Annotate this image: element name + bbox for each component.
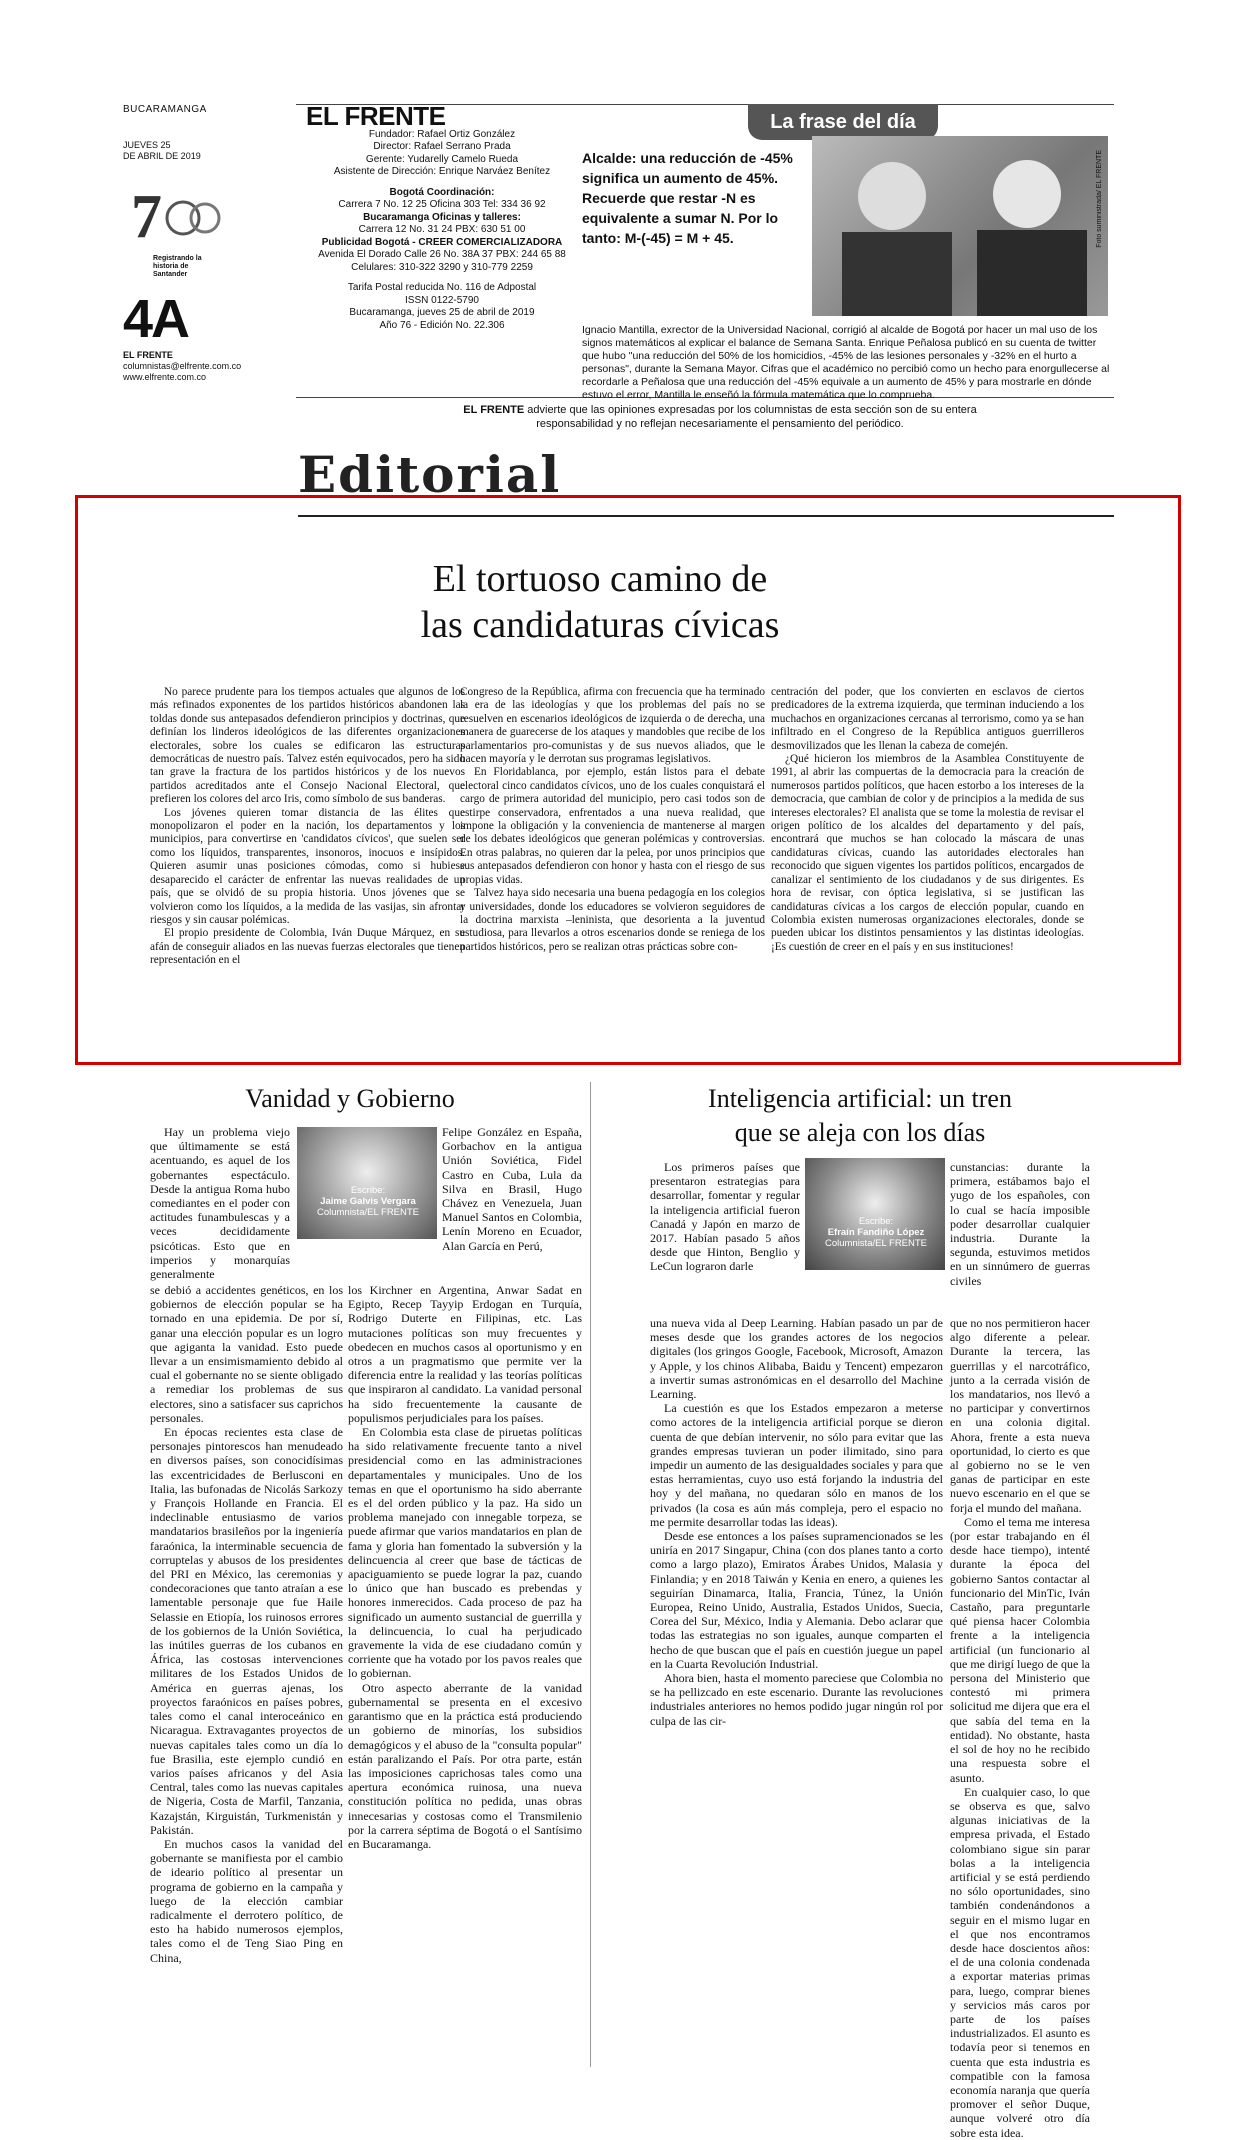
bucaramanga-address: Carrera 12 No. 31 24 PBX: 630 51 00 <box>358 224 526 235</box>
paper-name-small: EL FRENTE <box>123 350 173 360</box>
paragraph: Talvez haya sido necesaria una buena pedagogía en los colegios y universidades, donde los educadores se volvieron seguidores de la doctrina marxista –leninista, que desorienta a la juventud estudiosa, para llevarlos a otros escenarios donde se reniega de los partidos históricos, pero se realizan otras prácticas sobre con- <box>460 887 765 953</box>
cell-phones: Celulares: 310-322 3290 y 310-779 2259 <box>351 261 533 273</box>
paragraph: En Floridablanca, por ejemplo, están listos para el debate electoral cinco candidatos cívicos, uno de los cuales conquistará el cargo de primera autoridad del municipio, pero casi todos son de estirpe conservadora, enfrentados a una nueva realidad, que impone la obligación y la conveniencia de mantenerse al margen de los debates ideológicos que generan polémicas y controversias. En otras palabras, no quieren dar la pelea, por unos principios que sus antepasados defendieron con honor y hasta con el riesgo de sus propias vidas. <box>460 766 765 886</box>
page-number: 4A <box>123 289 189 349</box>
date-line-1: JUEVES 25 <box>123 140 171 150</box>
paragraph: En cualquier caso, lo que se observa es que, salvo algunas iniciativas de la empresa privada, el Estado colombiano sigue sin parar bolas a la inteligencia artificial y se está perdiendo no sólo oportunidades, sino también condenándonos a seguir en el mismo lugar en el que nos encontramos desde hace doscientos años: el de una colonia condenada a exportar materias primas para, luego, comprar bienes y servicios más caros por parte de los países industrializados. El asunto es todavía peor si tenemos en cuenta que esta industria es compatible con la famosa economía naranja que quería promover el señor Duque, aunque volveré otro día sobre esta idea. <box>950 1784 1090 2140</box>
author-photo <box>297 1127 437 1239</box>
staff-founder: Fundador: Rafael Ortiz González <box>368 128 516 140</box>
author-role: Columnista/EL FRENTE <box>316 1207 420 1218</box>
paragraph: La cuestión es que los Estados empezaron a meterse como actores de la inteligencia artificial porque se dieron cuenta de que debían intervenir, no sólo para evitar que las grandes empresas tuvieran un poder ilimitado, sino para impedir un aumento de las desigualdades sociales y para que estas herramientas, cuyo uso está forjando la industria del hoy y del mañana, no quedaran sólo en manos de los privados (la cosa es aún más compleja, pero el espacio no me permite desarrollar todas las ideas). <box>650 1401 943 1529</box>
author-caption <box>300 1185 436 1218</box>
paragraph: una nueva vida al Deep Learning. Habían pasado un par de meses desde que los grandes actores de los negocios digitales (los gringos Google, Facebook, Microsoft, Amazon y Apple, y los chinos Alibaba, Baidu y Tencent) empezaron a invertir sumas astronómicas en el desarrollo del Machine Learning. <box>650 1316 943 1402</box>
paragraph: En muchos casos la vanidad del gobernante se manifiesta por el cambio de ideario político al presentar un programa de gobierno en la campaña y luego de la elección cambiar radicalmente el derrotero político, de esto ha habido numerosos ejemplos, tales como el de Teng Siao Ping en China, <box>150 1836 343 1965</box>
paper-name-title: EL FRENTE <box>306 101 446 131</box>
ia-intro <box>650 1160 800 1274</box>
editorial-column-1 <box>150 686 465 968</box>
place-date: Bucaramanga, jueves 25 de abril de 2019 <box>349 307 535 318</box>
logo-caption: Registrando la historia de Santander <box>153 255 202 278</box>
ia-column-1 <box>650 1316 943 1728</box>
ia-column-2 <box>950 1316 1090 2140</box>
vanidad-intro <box>150 1125 290 1281</box>
vanidad-title: Vanidad y Gobierno <box>245 1084 455 1113</box>
publicity-address: Avenida El Dorado Calle 26 No. 38A 37 PBX: 244 65 88 <box>318 249 566 260</box>
staff-manager: Gerente: Yudarelly Camelo Rueda <box>365 153 519 165</box>
paragraph: Como el tema me interesa (por estar trabajando en él desde hace tiempo), intenté durante la época del gobierno Santos contactar al funcionario del MinTic, Iván Castaño, para preguntarle qué piensa hacer Colombia frente a la inteligencia artificial (un funcionario al que me dirigí luego de que la persona del Ministerio que contestó mi primera solicitud me dijera que era el que sabía del tema en la entidad). No obstante, hasta el sol de hoy no he recibido una respuesta sobre el asunto. <box>950 1514 1090 1785</box>
phrase-header: La frase del día <box>748 104 938 140</box>
bogota-title: Bogotá Coordinación: <box>389 186 495 198</box>
author-photo <box>805 1158 945 1270</box>
disclaimer-text: advierte que las opiniones expresadas por los columnistas de esta sección son de su entera responsabilidad y no reflejan necesariamente el pensamiento del periódico. <box>524 404 977 430</box>
paragraph: los Kirchner en Argentina, Anwar Sadat en Egipto, Recep Tayyip Erdogan en Turquía, Rodrigo Duterte en Filipinas, etc. Las mutaciones políticas son muy frecuentes y obedecen en muchos casos al oportunismo y en otros a un pragmatismo que permite ver la diferencia entre la realidad y las teorías políticas que inspiraron al candidato. La vanidad personal ha sido frecuentemente la causante de populismos perjudiciales para los países. <box>348 1283 582 1425</box>
publicity-title: Publicidad Bogotá - CREER COMERCIALIZADORA <box>321 236 563 248</box>
paragraph: No parece prudente para los tiempos actuales que algunos de los más refinados exponentes de los partidos históricos abandonen las toldas donde sus antepasados defendieron principios y doctrinas, que definían los linderos ideológicos de las diferentes organizaciones electorales, sobre los cuales se edificaron las estructuras democráticas de nuestro país. Talvez estén equivocados, pero ha sido tan grave la fractura de los partidos históricos y de los nuevos partidos acreditados ante el Consejo Nacional Electoral, que prefieren los colores del arco Iris, como símbolo de sus banderas. <box>150 686 465 806</box>
paragraph: Otro aspecto aberrante de la vanidad gubernamental se presenta en el excesivo garantismo que en la práctica está produciendo un gobierno de minorías, los subsidios demagógicos y el abuso de la "consulta popular" están paralizando el País. Por otra parte, están las imposiciones caprichosas tales como una apertura económica ruinosa, una nueva constitución política no pedida, unas obras innecesarias y costosas como el Transmilenio por la carrera séptima de Bogotá o el Santísimo en Bucaramanga. <box>348 1680 582 1851</box>
disclaimer-brand: EL FRENTE <box>463 404 525 416</box>
paragraph: Congreso de la República, afirma con frecuencia que ha terminado la era de las ideologías y que los problemas del país no se resuelven en escenarios ideológicos de izquierda o de derecha, una manera de guarecerse de los ataques y mandobles que recibe de los parlamentarios pro-comunistas y de sus nuevos aliados, que le hacen mayoría y le derrotan sus programas legislativos. <box>460 686 765 766</box>
bogota-address: Carrera 7 No. 12 25 Oficina 303 Tel: 334 36 92 <box>338 199 546 210</box>
paragraph: El propio presidente de Colombia, Iván Duque Márquez, en su afán de conseguir aliados en las nuevas fuerzas electorales que tienen representación en el <box>150 927 465 967</box>
publication-info <box>123 350 241 383</box>
ia-column-2-intro <box>950 1160 1090 1288</box>
author-role: Columnista/EL FRENTE <box>824 1238 928 1249</box>
editorial-title-line-1: El tortuoso camino de <box>432 558 768 600</box>
anniversary-logo <box>123 182 223 278</box>
paragraph: Los primeros países que presentaron estrategias para desarrollar, fomentar y regular la inteligencia artificial fueron Canadá y Japón en marzo de 2017. Habían pasado 5 años desde que Hinton, Benglio y LeCun lograron darle <box>650 1160 800 1274</box>
column-divider <box>590 1082 591 2067</box>
staff-box <box>306 101 578 382</box>
bucaramanga-title: Bucaramanga Oficinas y talleres: <box>363 211 521 223</box>
postal-tariff: Tarifa Postal reducida No. 116 de Adpostal <box>347 282 537 293</box>
section-title: Editorial <box>298 445 562 504</box>
author-name: Jaime Galvis Vergara <box>320 1196 416 1207</box>
vanidad-column-2-intro <box>442 1125 582 1253</box>
date-line-2: DE ABRIL DE 2019 <box>123 151 201 161</box>
paragraph: que no nos permitieron hacer algo diferente a pelear. Durante la tercera, las guerrillas y el narcotráfico, junto a la cerrada visión de los mandatarios, nos llevó a no participar y convertirnos en una colonia digital. Ahora, frente a esta nueva oportunidad, lo cierto es que al gobierno no se le ven ganas de participar en este nuevo escenario en el que se forja el mundo del mañana. <box>950 1316 1090 1515</box>
editorial-title-line-2: las candidaturas cívicas <box>420 604 780 646</box>
paragraph: ¿Qué hicieron los miembros de la Asamblea Constituyente de 1991, al abrir las compuertas de la democracia para la creación de numerosos partidos políticos, que hacen estorbo a los intereses de la democracia, que cambian de color y de principios a la medida de sus intereses electorales? El analista que se tome la molestia de revisar el origen político de los alcaldes del departamento y del país, encontrará que muchos se han colocado la máscara de unas candidaturas cívicas, cuando las autoridades electorales han reconocido que siguen vigentes los partidos políticos, encargados de canalizar el sentimiento de los ciudadanos y de sus dirigentes. Es hora de revisar, con óptica legislativa, si se justifican las candidaturas cívicas a los cargos de elección popular, cuando en Colombia existen numerosas organizaciones electorales, donde se pueden ubicar los distintos pensamientos y las distintas ideologías. ¡Es cuestión de creer en el país y en sus instituciones! <box>771 753 1084 953</box>
paragraph: Hay un problema viejo que últimamente se está acentuando, es aquel de los gobernantes espectáculo. Desde la antigua Roma hubo comediantes en el poder con actitudes funambulescas y a veces decididamente psicóticas. Esto que en imperios y monarquías generalmente <box>150 1125 290 1282</box>
edition: Año 76 - Edición No. 22.306 <box>379 319 505 331</box>
paragraph: cunstancias: durante la primera, estábamos bajo el yugo de los españoles, con lo cual se hacía imposible poder desarrollar cualquier industria. Durante la segunda, estuvimos metidos en un sinnúmero de guerras civiles <box>950 1160 1090 1288</box>
date-label <box>123 140 213 162</box>
city-label: BUCARAMANGA <box>123 104 207 115</box>
ia-title-line-2: que se aleja con los días <box>734 1118 986 1147</box>
svg-text:7: 7 <box>131 183 162 251</box>
paragraph: Ahora bien, hasta el momento pareciese que Colombia no se ha pellizcado en este escenario. Durante las revoluciones industriales anteriores no hemos podido jugar ningún rol por culpa de las cir- <box>650 1671 943 1728</box>
phrase-photo <box>812 136 1108 316</box>
editorial-column-3 <box>771 686 1084 954</box>
paragraph: Los jóvenes quieren tomar distancia de las élites que monopolizaron el poder en la nación, los departamentos y los municipios, para convertirse en 'candidatos cívicos', que suelen ser como los líquidos, transparentes, insonoros, inocuos e insípidos. Quieren asumir unas posiciones cómodas, como si hubiese desaparecido el carácter de enfrentar las nuevas realidades de un país, que se olvidó de su propia historia. Unos jóvenes que se volvieron como los líquidos, a la medida de las vasijas, sin afrontar riesgos y sin causar polémicas. <box>150 806 465 926</box>
paragraph: En épocas recientes esta clase de personajes pintorescos han menudeado en diversos países, son conocidísimas las excentricidades de Berlusconi en Italia, las bufonadas de Nicolás Sarkozy y François Hollande en Francia. El indeclinable entusiasmo de varios mandatarios brasileños por la ingeniería faraónica, la interminable secuencia de corruptelas y abusos de los presidentes del PRI en México, las ceremonias y condecoraciones que tanto atraían a ese lamentable personaje que fue Haile Selassie en Etiopía, los ruinosos errores de los gobiernos de la Unión Soviética, las inútiles guerras de los cubanos en África, las costosas intervenciones militares de los Estados Unidos de América en guerras ajenas, los proyectos faraónicos en países pobres, tales como el canal interoceánico en Nicaragua. Extravagantes proyectos de nuevas capitales tales como un día lo fue Brasilia, este ejemplo cundió en varios países africanos y del Asia Central, tales como las nuevas capitales de Nigeria, Costa de Marfil, Tanzania, Kazajstán, Kirguistán, Turkmenistán y Pakistán. <box>150 1425 343 1837</box>
web-link[interactable]: www.elfrente.com.co <box>123 372 207 382</box>
paragraph: Desde ese entonces a los países supramencionados se les uniría en 2017 Singapur, China (con dos planes tanto a corto como a largo plazo), Emiratos Árabes Unidos, Malasia y Finlandia; y en 2018 Taiwán y Kenia en enero, a quienes les seguirían Dinamarca, Italia, Francia, Túnez, la Unión Europea, Reino Unido, Australia, Estados Unidos, Suecia, Corea del Sur, México, India y Alemania. Debo aclarar que todas las estrategias no son iguales, aunque comparten el hecho de que buscan que el país en cuestión juegue un papel en la Cuarta Revolución Industrial. <box>650 1529 943 1671</box>
photo-credit: Foto suministrada/ EL FRENTE <box>1096 150 1103 248</box>
editorial-title <box>300 556 900 648</box>
editorial-column-2 <box>460 686 765 954</box>
ia-title-line-1: Inteligencia artificial: un tren <box>708 1084 1012 1113</box>
ia-title <box>650 1082 1070 1150</box>
issn: ISSN 0122-5790 <box>405 294 479 306</box>
paragraph: Felipe González en España, Gorbachov en la antigua Unión Soviética, Fidel Castro en Cuba, Lula da Silva en Brasil, Hugo Chávez en Venezuela, Juan Manuel Santos en Colombia, Lenín Moreno en Ecuador, Alan García en Perú, <box>442 1125 582 1253</box>
author-caption <box>808 1216 944 1249</box>
email-link[interactable]: columnistas@elfrente.com.co <box>123 361 242 371</box>
staff-director: Director: Rafael Serrano Prada <box>373 141 511 152</box>
paragraph: centración del poder, que los convierten en esclavos de ciertos predicadores de la extrema izquierda, que terminan induciendo a los muchachos en organizaciones cercanas al terrorismo, como ya se han infiltrado en el Congreso de la República antiguos guerrilleros desmovilizados que les llenan la cabeza de comején. <box>771 686 1084 752</box>
author-name: Efraín Fandiño López <box>827 1227 925 1238</box>
disclaimer <box>430 403 1010 431</box>
vanidad-column-2 <box>348 1283 582 1851</box>
staff-assistant: Asistente de Dirección: Enrique Narváez Benítez <box>333 166 551 177</box>
caption-writes: Escribe: <box>350 1185 386 1196</box>
caption-writes: Escribe: <box>858 1216 894 1227</box>
paragraph: se debió a accidentes genéticos, en los gobiernos de elección popular se ha tornado en una epidemia. De por sí, ganar una elección popular es un logro que agiganta la vanidad. Esto puede llevar a un ensimismamiento debido al cual el gobernante no se siente obligado a remediar los problemas de sus electores, sino a satisfacer sus caprichos personales. <box>150 1283 343 1425</box>
phrase-body: Ignacio Mantilla, exrector de la Universidad Nacional, corrigió al alcalde de Bogotá por hacer un mal uso de los signos matemáticos al explicar el balance de Semana Santa. Enrique Peñalosa publicó en su cuenta de twitter que hubo "una reducción del 50% de los homicidios, -45% de las lesiones personales y -32% en el hurto a personas", durante la Semana Mayor. Cifras que el académico no percibió como un hecho para enorgullecerse al recordarle a Peñalosa que una reducción del -45% equivale a un aumento de 45% y para mostrarle en dónde estuvo el error, Mantilla le enseñó la fórmula matemática que lo comprueba. <box>582 324 1110 401</box>
paragraph: En Colombia esta clase de piruetas políticas ha sido relativamente frecuente tanto a nivel presidencial como en las administraciones departamentales y municipales. Uno de los temas en que el oportunismo ha sido aberrante es el del orden público y la paz. Ha sido un problema manejado con innegable torpeza, se puede afirmar que varios mandatarios en plan de fama y gloria han fomentado la subversión y la delincuencia al creer que base de tácticas de apaciguamiento se puede lograr la paz, cuando lo único que han buscado es prebendas y honores inmerecidos. Cada proceso de paz ha significado un aumento sustancial de guerrilla y la delincuencia, lo cual ha perjudicado gravemente la vida de ese ciudadano común y corriente que ha votado por los pavos reales que lo gobiernan. <box>348 1425 582 1681</box>
phrase-quote: Alcalde: una reducción de -45% significa un aumento de 45%. Recuerde que restar -N es equivalente a sumar N. Por lo tanto: M-(-45) = M + 45. <box>582 150 793 246</box>
vanidad-column-1 <box>150 1283 343 1965</box>
